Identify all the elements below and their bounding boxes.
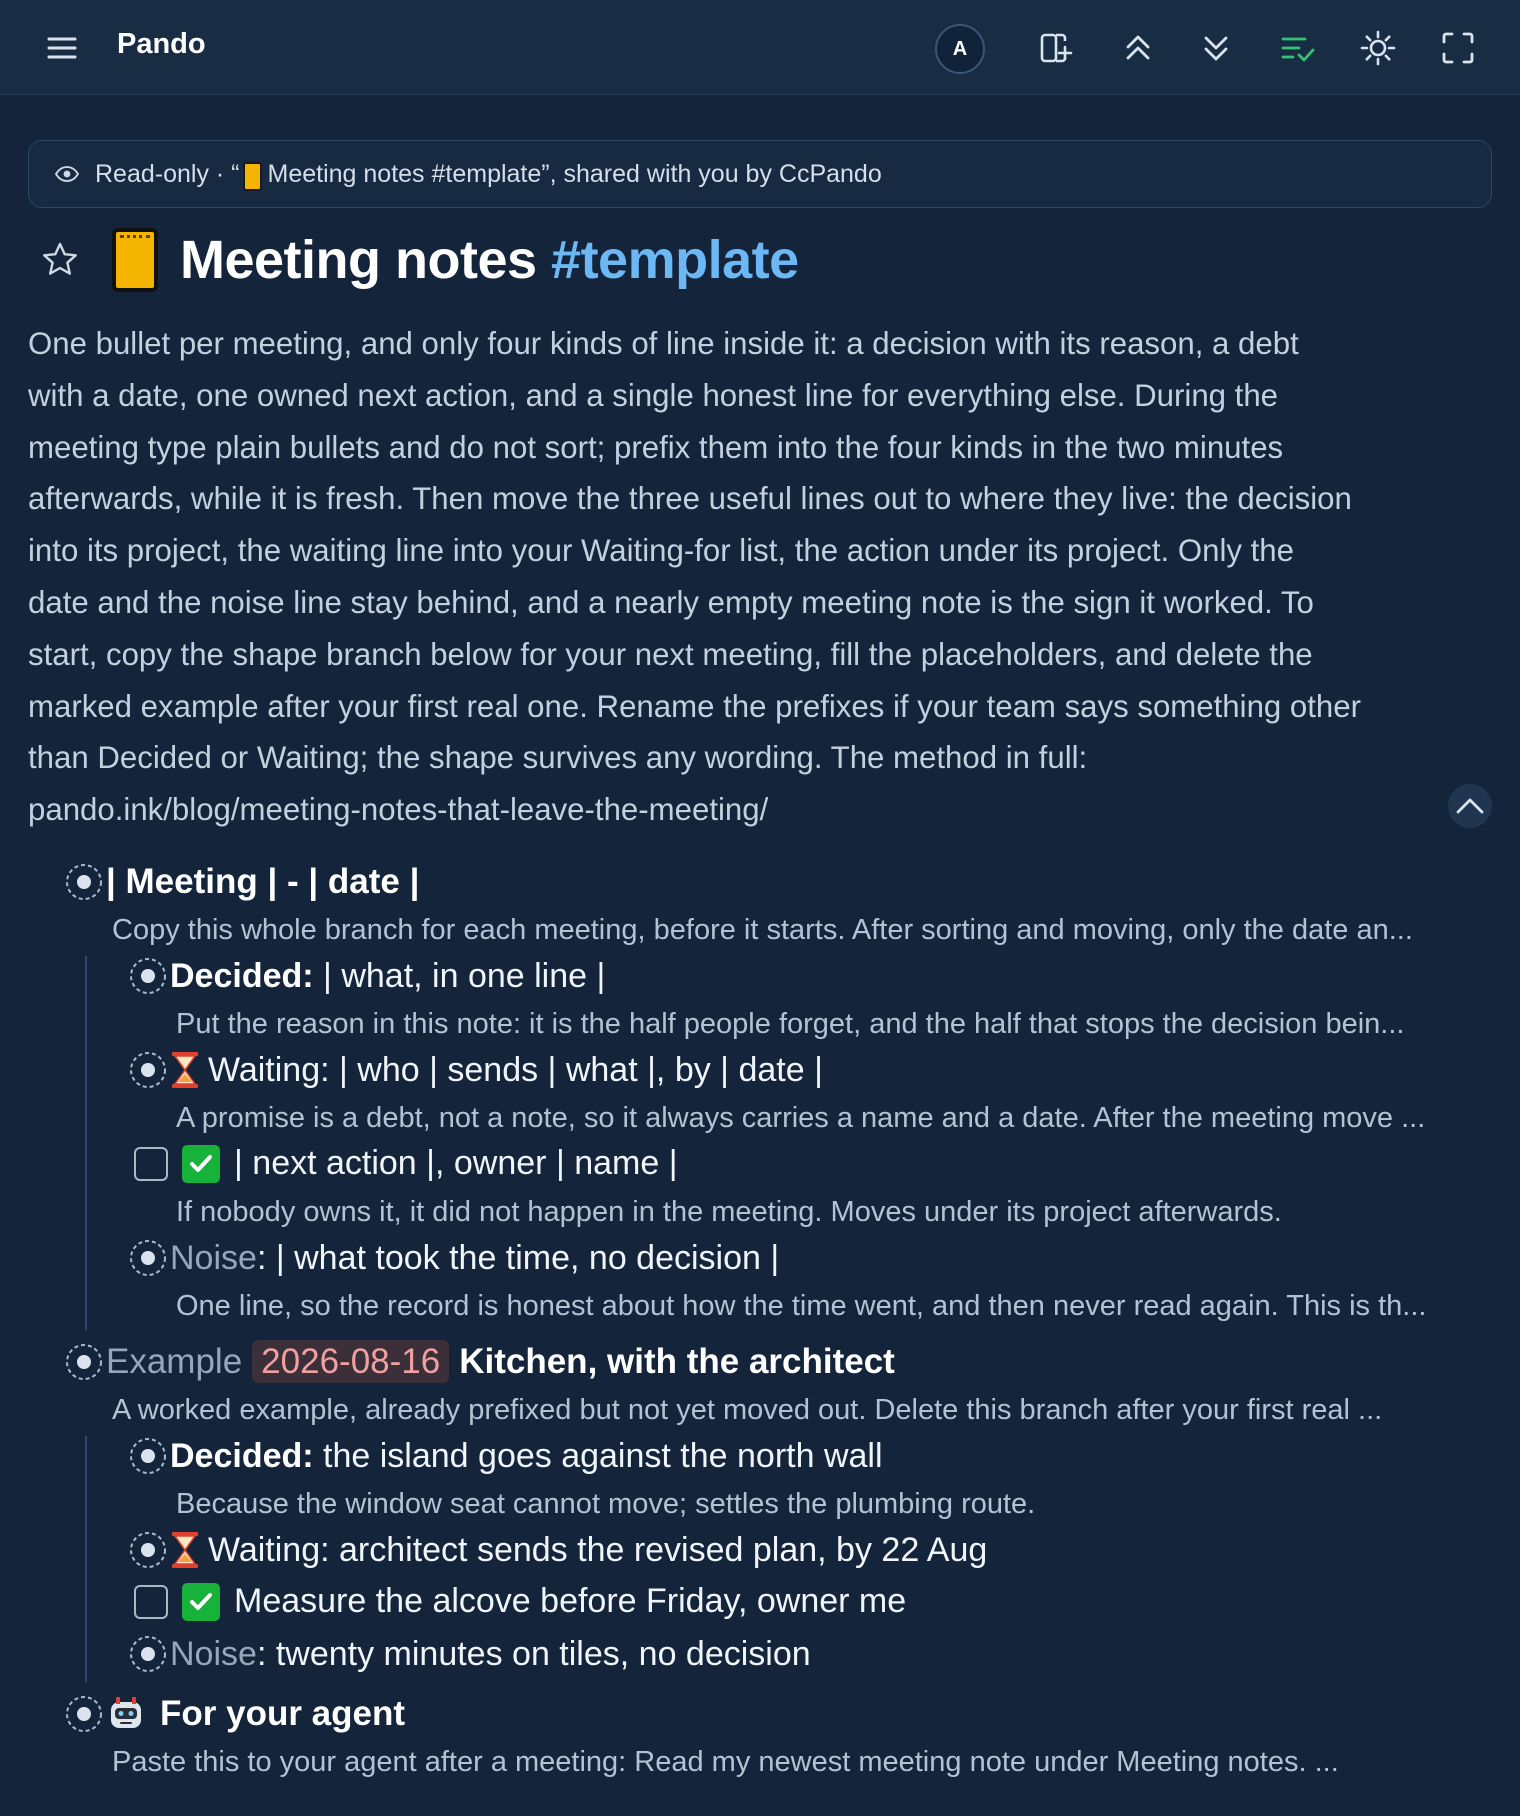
menu-button[interactable] <box>40 26 84 70</box>
date-chip[interactable]: 2026-08-16 <box>252 1340 449 1383</box>
outline-item-decided[interactable] <box>128 956 605 996</box>
bullet-icon[interactable] <box>128 956 168 996</box>
star-icon <box>40 240 80 280</box>
outline-item-text: Waiting: | who | sends | what |, by | date | <box>208 1050 823 1089</box>
todo-checkbox[interactable] <box>134 1585 168 1619</box>
add-panel-icon <box>1038 30 1074 66</box>
decided-prefix: Decided: <box>170 956 314 995</box>
branch-line <box>85 1436 87 1682</box>
fullscreen-button[interactable] <box>1436 26 1480 70</box>
bullet-icon[interactable] <box>128 1238 168 1278</box>
outline-item-note[interactable]: One line, so the record is honest about how the time went, and then never read again. This is th... <box>176 1290 1427 1322</box>
outline-item-title: Kitchen, with the architect <box>459 1342 895 1381</box>
page-title-text: Meeting notes <box>180 230 537 290</box>
description-line: One bullet per meeting, and only four kinds of line inside it: a decision with its reason, a debt <box>28 326 1299 361</box>
outline-item-text: | next action |, owner | name | <box>234 1144 678 1182</box>
outline-item-noise[interactable] <box>128 1634 811 1674</box>
decided-prefix: Decided: <box>170 1436 314 1475</box>
description-line: afterwards, while it is fresh. Then move the three useful lines out to where they live: the decision <box>28 481 1352 517</box>
outline-item-text: | what, in one line | <box>313 956 606 995</box>
page-description <box>28 318 1498 836</box>
outline-item-waiting[interactable] <box>128 1050 823 1090</box>
outline-item-note[interactable]: Put the reason in this note: it is the half people forget, and the half that stops the decision bein... <box>176 1008 1405 1040</box>
description-line: start, copy the shape branch below for your next meeting, fill the placeholders, and delete the <box>28 636 1313 672</box>
outline-item-note[interactable]: Because the window seat cannot move; settles the plumbing route. <box>176 1488 1036 1520</box>
outline-item-note[interactable]: Paste this to your agent after a meeting: Read my newest meeting note under Meeting notes. ... <box>112 1746 1339 1778</box>
outline-item-noise[interactable] <box>128 1238 779 1278</box>
outline-item-agent[interactable] <box>64 1694 405 1734</box>
outline-item-text: the island goes against the north wall <box>313 1436 883 1475</box>
avatar[interactable]: A <box>935 24 985 74</box>
example-label: Example <box>106 1342 243 1381</box>
description-line: into its project, the waiting line into your Waiting-for list, the action under its project. Only the <box>28 533 1295 569</box>
description-line: with a date, one owned next action, and a single honest line for everything else. During the <box>28 377 1279 413</box>
description-line: date and the noise line stay behind, and a nearly empty meeting note is the sign it worked. To <box>28 584 1314 620</box>
bullet-icon[interactable] <box>64 1694 104 1734</box>
bullet-icon[interactable] <box>64 862 104 902</box>
branch-line <box>85 956 87 1330</box>
check-mark-icon <box>182 1583 220 1621</box>
outline-item-meeting[interactable] <box>64 862 419 902</box>
hourglass-icon <box>170 1050 200 1090</box>
notebook-icon <box>243 162 262 191</box>
collapse-all-icon <box>1120 30 1156 66</box>
banner-doc-name: Meeting notes #template <box>267 159 542 188</box>
outline-item-action[interactable] <box>128 1582 906 1621</box>
outline-item-title[interactable]: | Meeting | - | date | <box>106 862 420 901</box>
read-only-banner <box>28 140 1492 208</box>
outline-item-text: : | what took the time, no decision | <box>256 1238 780 1277</box>
outline-item-text: Measure the alcove before Friday, owner me <box>234 1582 907 1620</box>
chevron-up-icon <box>1452 788 1488 824</box>
bullet-icon[interactable] <box>64 1342 104 1382</box>
favorite-star-button[interactable] <box>40 240 80 285</box>
notebook-icon <box>112 228 158 292</box>
expand-all-button[interactable] <box>1194 26 1238 70</box>
collapse-description-button[interactable] <box>1448 784 1492 828</box>
sun-icon <box>1360 30 1396 66</box>
outline-item-title: For your agent <box>160 1694 406 1733</box>
outline-item-text: : twenty minutes on tiles, no decision <box>256 1634 811 1673</box>
hourglass-icon <box>170 1530 200 1570</box>
todo-checkbox[interactable] <box>134 1147 168 1181</box>
outline-item-note[interactable]: A promise is a debt, not a note, so it always carries a name and a date. After the meeting move ... <box>176 1102 1426 1134</box>
outline-item-text: Waiting: architect sends the revised plan, by 22 Aug <box>208 1530 988 1569</box>
check-mark-icon <box>182 1145 220 1183</box>
add-panel-button[interactable] <box>1034 26 1078 70</box>
bullet-icon[interactable] <box>128 1050 168 1090</box>
outline-item-waiting[interactable] <box>128 1530 987 1570</box>
noise-prefix: Noise <box>170 1238 257 1277</box>
checklist-icon <box>1280 30 1316 66</box>
top-bar <box>0 0 1520 95</box>
outline-item-example[interactable] <box>64 1342 895 1382</box>
eye-icon <box>55 165 79 183</box>
app-name[interactable]: Pando <box>117 28 206 60</box>
robot-icon <box>106 1694 146 1734</box>
outline-item-decided[interactable] <box>128 1436 883 1476</box>
outline-item-note[interactable]: Copy this whole branch for each meeting, before it starts. After sorting and moving, only the date an... <box>112 914 1413 946</box>
expand-all-icon <box>1198 30 1234 66</box>
description-line: than Decided or Waiting; the shape survives any wording. The method in full: <box>28 740 1088 776</box>
bullet-icon[interactable] <box>128 1530 168 1570</box>
outline-item-action[interactable] <box>128 1144 678 1183</box>
noise-prefix: Noise <box>170 1634 257 1673</box>
checklist-button[interactable] <box>1276 26 1320 70</box>
outline-item-note[interactable]: If nobody owns it, it did not happen in the meeting. Moves under its project afterwards. <box>176 1196 1282 1228</box>
menu-icon <box>44 30 80 66</box>
bullet-icon[interactable] <box>128 1634 168 1674</box>
collapse-all-button[interactable] <box>1116 26 1160 70</box>
bullet-icon[interactable] <box>128 1436 168 1476</box>
description-line: meeting type plain bullets and do not sort; prefix them into the four kinds in the two minutes <box>28 429 1284 465</box>
banner-suffix: ”, shared with you by CcPando <box>541 159 882 188</box>
outline-item-note[interactable]: A worked example, already prefixed but not yet moved out. Delete this branch after your first real ... <box>112 1394 1383 1426</box>
banner-prefix: Read-only · “ <box>95 159 240 188</box>
description-link[interactable]: pando.ink/blog/meeting-notes-that-leave-the-meeting/ <box>28 792 769 828</box>
fullscreen-icon <box>1440 30 1476 66</box>
page-title-tag[interactable]: #template <box>551 230 799 290</box>
theme-toggle-button[interactable] <box>1356 26 1400 70</box>
page-title <box>112 228 799 292</box>
description-line: marked example after your first real one. Rename the prefixes if your team says something other <box>28 688 1362 724</box>
